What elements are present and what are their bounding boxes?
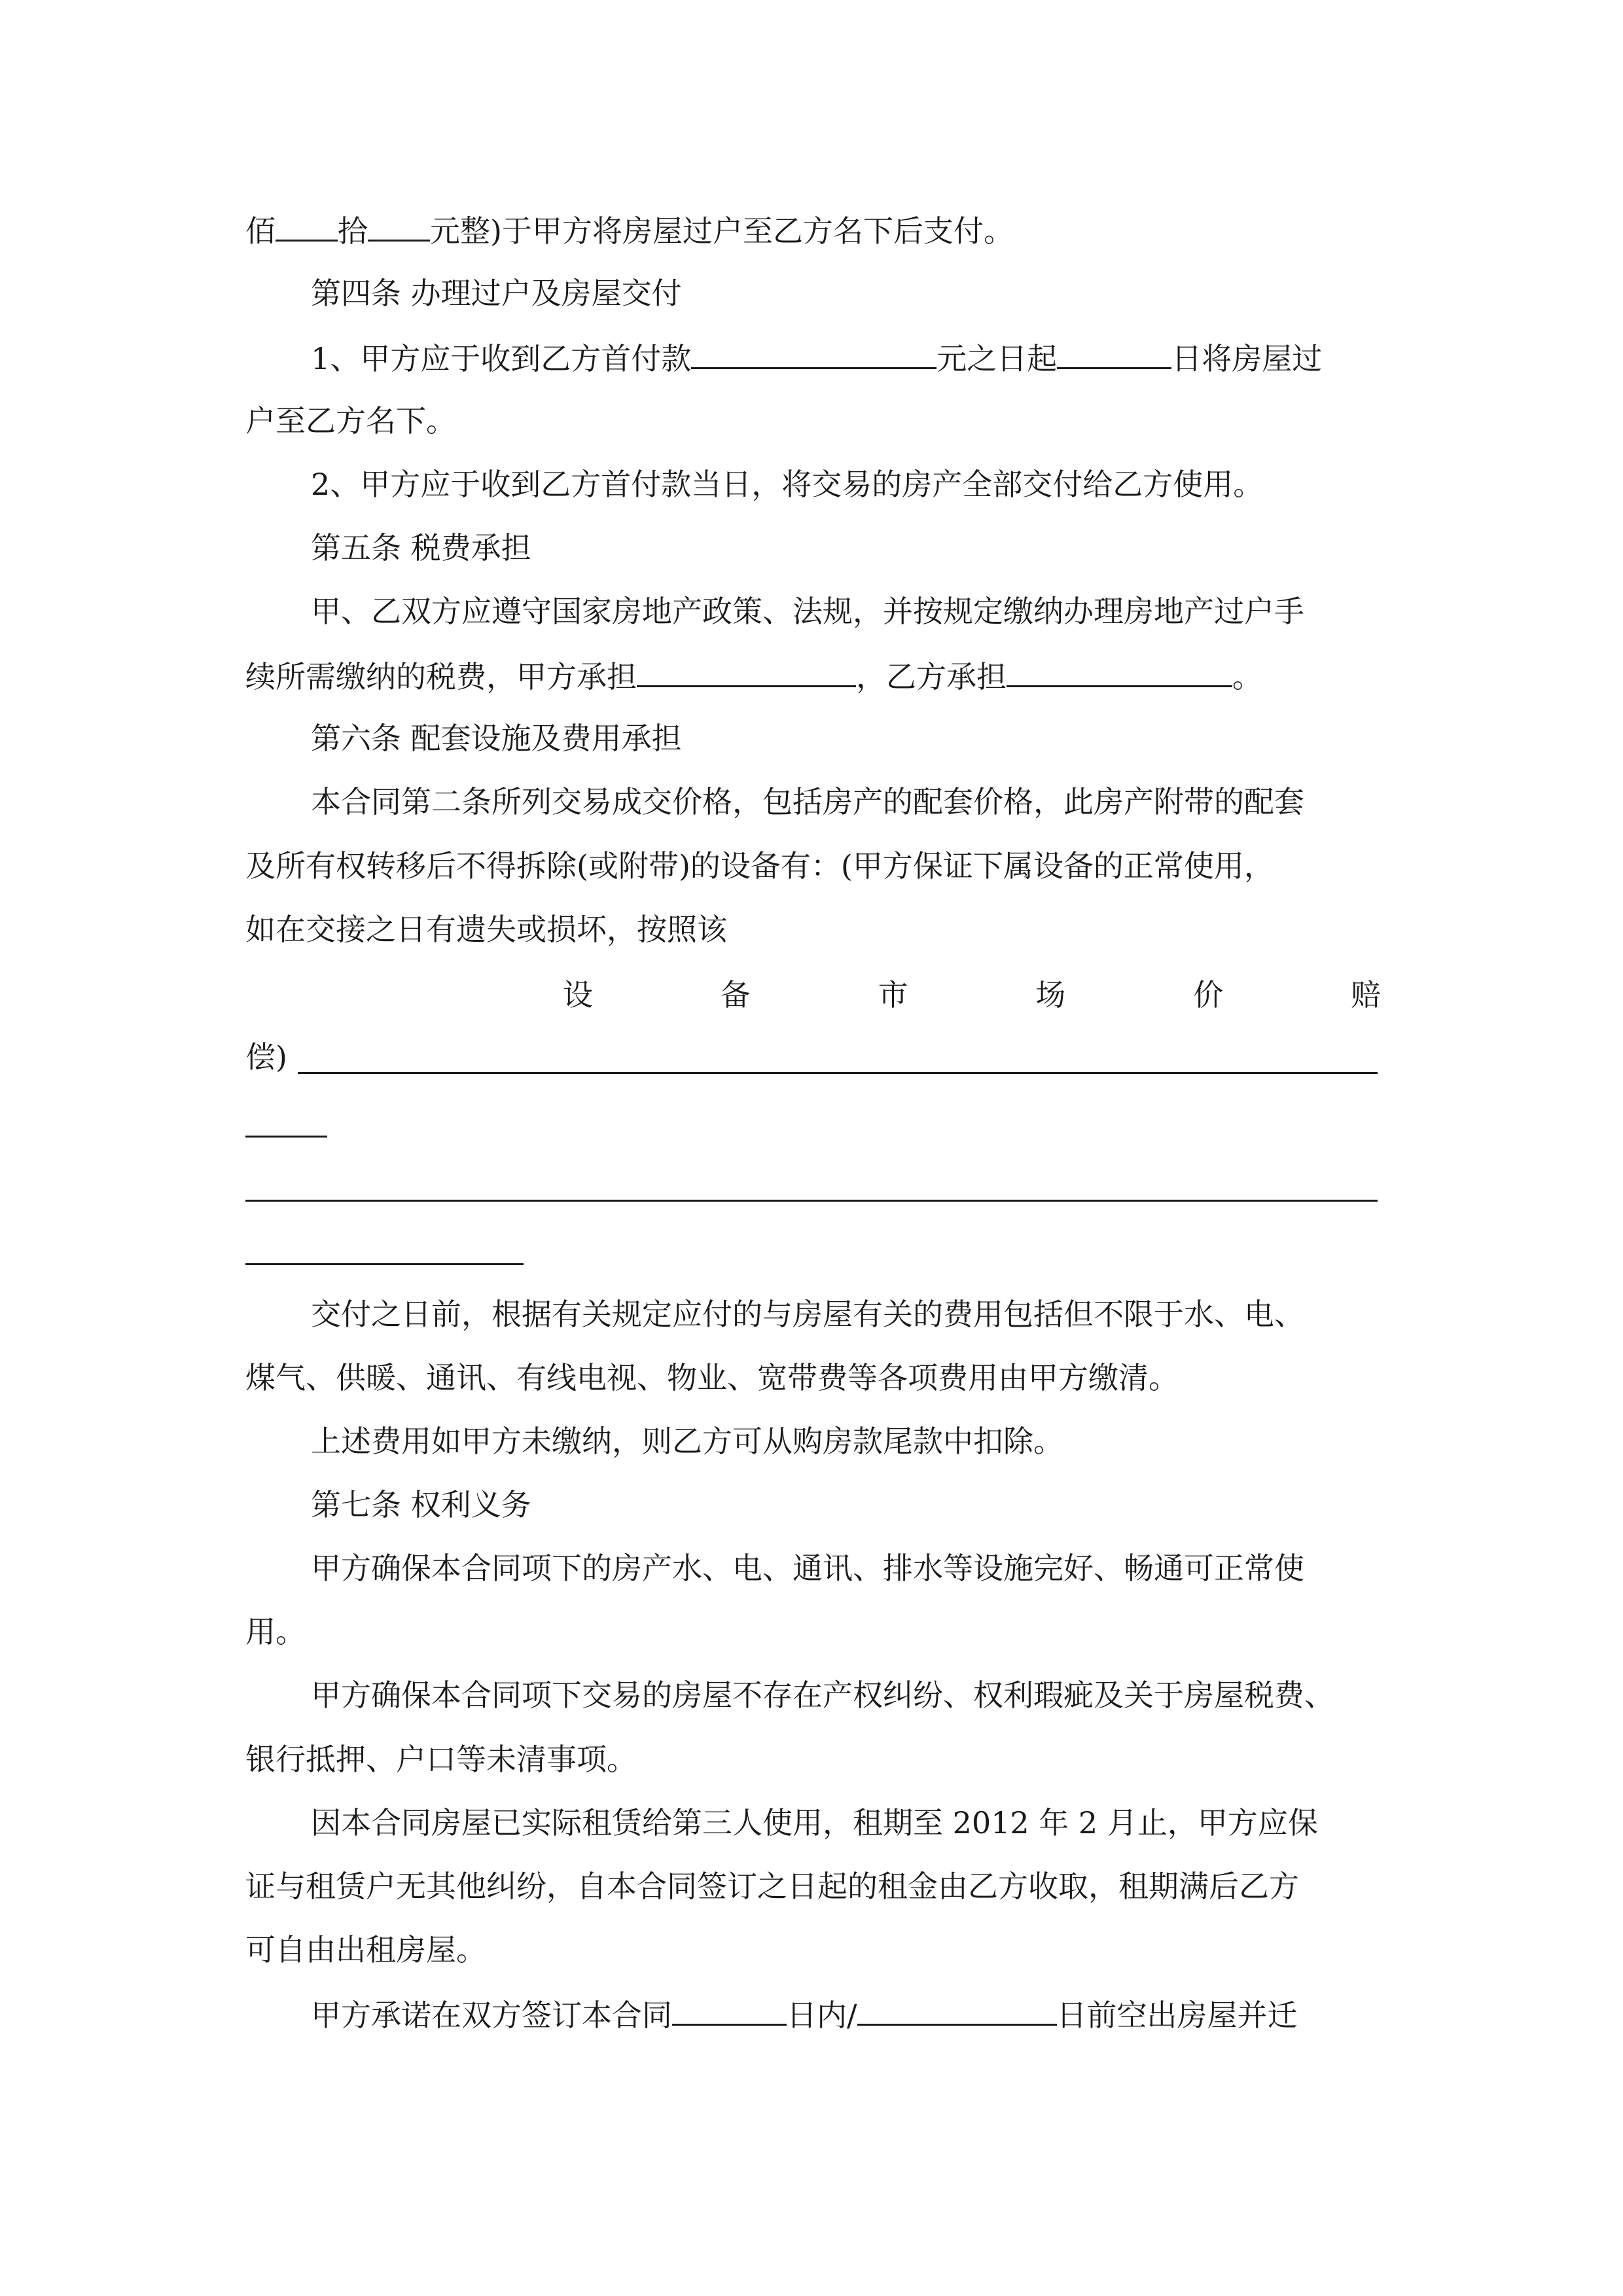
char: 价 — [1193, 977, 1224, 1013]
article-4-item-2: 2、甲方应于收到乙方首付款当日，将交易的房产全部交付给乙方使用。 — [311, 467, 1264, 502]
text-period: 。 — [1232, 659, 1262, 694]
text-shi: 拾 — [338, 213, 368, 249]
article-7-paragraph-1-continued: 用。 — [245, 1614, 306, 1649]
char: 赔 — [1350, 977, 1381, 1013]
fees-paragraph: 交付之日前，根据有关规定应付的与房屋有关的费用包括但不限于水、电、 — [311, 1297, 1304, 1332]
article-7-paragraph-1: 甲方确保本合同项下的房产水、电、通讯、排水等设施完好、畅通可正常使 — [311, 1551, 1304, 1586]
text-within-days: 日内/ — [787, 1998, 857, 2033]
fees-paragraph-continued: 煤气、供暖、通讯、有线电视、物业、宽带费等各项费用由甲方缴清。 — [245, 1360, 1179, 1395]
article-7-paragraph-2: 甲方确保本合同项下交易的房屋不存在产权纠纷、权利瑕疵及关于房屋税费、 — [311, 1677, 1334, 1713]
char: 备 — [720, 977, 751, 1013]
blank-equipment-line[interactable] — [298, 1072, 1378, 1074]
article-5-heading: 第五条 税费承担 — [311, 530, 531, 565]
text-payment-clause: 元整)于甲方将房屋过户至乙方名下后支付。 — [430, 213, 1014, 249]
article-4-item-1-continued: 户至乙方名下。 — [245, 403, 456, 439]
text-promise: 甲方承诺在双方签订本合同 — [311, 1998, 672, 2033]
char: 场 — [1035, 977, 1066, 1013]
article-6-paragraph-line-3: 如在交接之日有遗失或损坏，按照该 — [245, 912, 727, 947]
blank-equipment-line[interactable] — [245, 1200, 1378, 1202]
text-vacate: 日前空出房屋并迁 — [1056, 1998, 1298, 2033]
text-transfer: 日将房屋过 — [1171, 341, 1323, 376]
blank-days-field[interactable] — [1057, 331, 1171, 369]
justified-text-line — [563, 969, 1381, 1021]
blank-days-field[interactable] — [672, 1987, 787, 2026]
payment-clause-line — [245, 203, 1381, 255]
blank-date-field[interactable] — [857, 1987, 1057, 2026]
article-7-paragraph-2-continued: 银行抵押、户口等未清事项。 — [245, 1742, 637, 1777]
char: 市 — [878, 977, 908, 1013]
fees-deduction-paragraph: 上述费用如甲方未缴纳，则乙方可从购房款尾款中扣除。 — [311, 1424, 1063, 1459]
article-4-item-1 — [311, 331, 1381, 383]
text-from-date: 元之日起 — [936, 341, 1058, 376]
text-party-b-bears: ，乙方承担 — [856, 659, 1007, 694]
blank-field[interactable] — [276, 203, 338, 242]
text-down-payment: 1、甲方应于收到乙方首付款 — [311, 341, 692, 376]
article-7-heading: 第七条 权利义务 — [311, 1487, 531, 1522]
article-7-paragraph-3: 因本合同房屋已实际租赁给第三人使用，租期至 2012 年 2 月止，甲方应保 — [311, 1805, 1318, 1840]
article-6-paragraph: 本合同第二条所列交易成交价格，包括房产的配套价格，此房产附带的配套 — [311, 784, 1304, 819]
blank-field[interactable] — [368, 203, 430, 242]
article-7-paragraph-4 — [311, 1987, 1381, 2039]
article-7-paragraph-3-line-3: 可自由出租房屋。 — [245, 1932, 486, 1967]
char: 设 — [563, 977, 593, 1013]
blank-party-a-tax-field[interactable] — [637, 649, 856, 687]
compensation-label: 偿) — [245, 1039, 287, 1075]
article-7-paragraph-3-line-2: 证与租赁户无其他纠纷，自本合同签订之日起的租金由乙方收取，租期满后乙方 — [245, 1869, 1299, 1904]
article-5-paragraph-continued — [245, 649, 1381, 701]
article-6-paragraph-line-2: 及所有权转移后不得拆除(或附带)的设备有：(甲方保证下属设备的正常使用， — [245, 848, 1274, 884]
article-4-heading: 第四条 办理过户及房屋交付 — [311, 276, 682, 311]
blank-equipment-line[interactable] — [245, 1263, 524, 1265]
text-party-a-bears: 续所需缴纳的税费，甲方承担 — [245, 659, 637, 694]
article-6-heading: 第六条 配套设施及费用承担 — [311, 721, 682, 756]
blank-party-b-tax-field[interactable] — [1007, 649, 1232, 687]
blank-equipment-line[interactable] — [245, 1136, 327, 1138]
text-bai: 佰 — [245, 213, 276, 249]
article-5-paragraph: 甲、乙双方应遵守国家房地产政策、法规，并按规定缴纳办理房地产过户手 — [311, 594, 1304, 629]
blank-amount-field[interactable] — [691, 331, 936, 369]
